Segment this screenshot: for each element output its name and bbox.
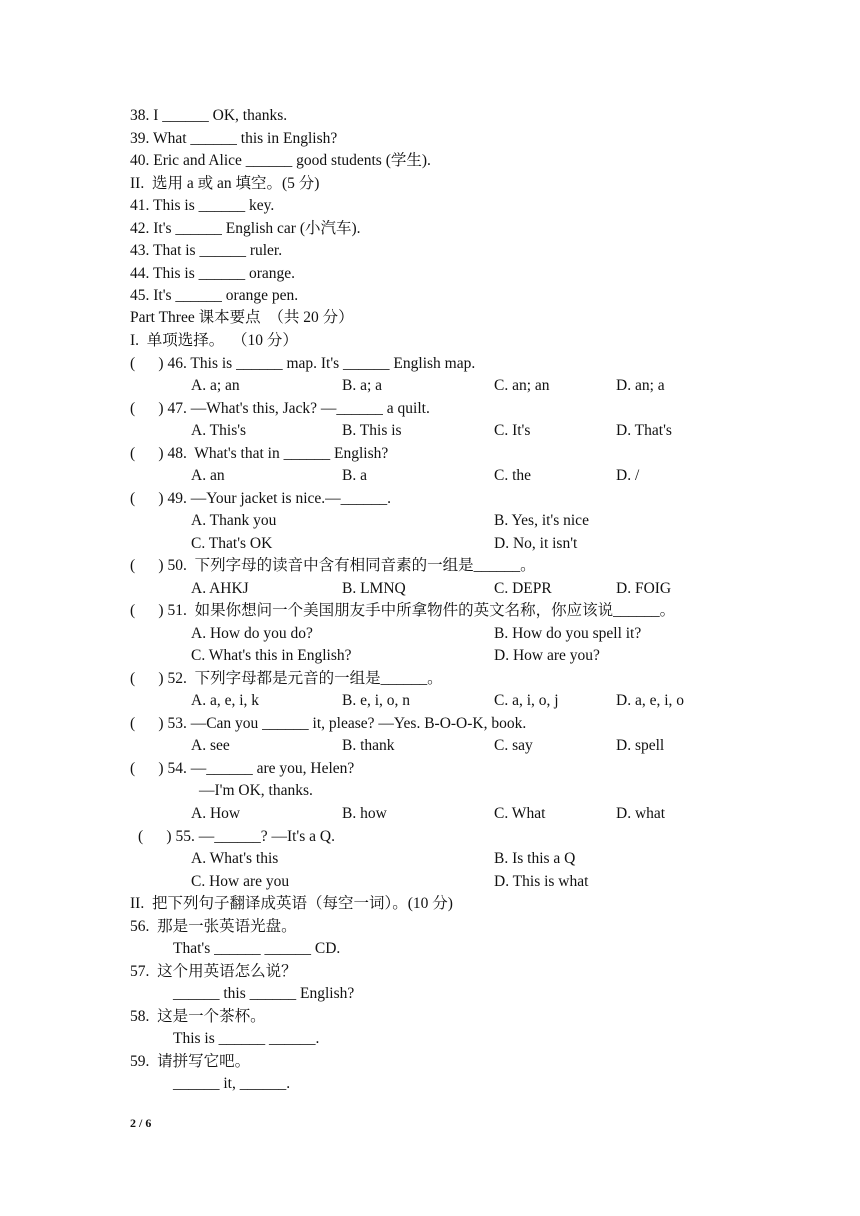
- option-a: A. see: [191, 737, 230, 754]
- section-heading: II. 把下列句子翻译成英语（每空一词）。(10 分): [130, 895, 453, 912]
- question-42: 42. It's ______ English car (小汽车).: [130, 220, 361, 237]
- question-43: 43. That is ______ ruler.: [130, 242, 283, 259]
- question-49: ( ) 49. —Your jacket is nice.—______.: [130, 490, 392, 507]
- option-d: D. a, e, i, o: [616, 692, 685, 709]
- option-c: C. That's OK: [191, 535, 273, 552]
- option-b: B. a: [342, 467, 367, 484]
- option-d: D. what: [616, 805, 666, 822]
- option-c: C. a, i, o, j: [494, 692, 559, 709]
- option-a: A. a; an: [191, 377, 240, 394]
- option-d: D. /: [616, 467, 640, 484]
- question-57: 57. 这个用英语怎么说？: [130, 963, 297, 980]
- option-a: A. How: [191, 805, 241, 822]
- option-c: C. say: [494, 737, 533, 754]
- question-56: 56. 那是一张英语光盘。: [130, 918, 297, 935]
- option-d: D. No, it isn't: [494, 535, 578, 552]
- question-39: 39. What ______ this in English?: [130, 130, 338, 147]
- option-d: D. How are you?: [494, 647, 600, 664]
- question-50: ( ) 50. 下列字母的读音中含有相同音素的一组是______。: [130, 557, 536, 574]
- option-c: C. the: [494, 467, 532, 484]
- option-b: B. e, i, o, n: [342, 692, 411, 709]
- answer-line-58: This is ______ ______.: [173, 1030, 320, 1047]
- option-c: C. It's: [494, 422, 531, 439]
- option-a: A. AHKJ: [191, 580, 249, 597]
- question-41: 41. This is ______ key.: [130, 197, 275, 214]
- section-heading: II. 选用 a 或 an 填空。(5 分): [130, 175, 320, 192]
- option-b: B. how: [342, 805, 387, 822]
- option-a: A. This's: [191, 422, 247, 439]
- option-c: C. What: [494, 805, 546, 822]
- option-b: B. LMNQ: [342, 580, 406, 597]
- option-b: B. How do you spell it?: [494, 625, 642, 642]
- option-d: D. FOIG: [616, 580, 672, 597]
- question-46: ( ) 46. This is ______ map. It's ______ English map.: [130, 355, 476, 372]
- option-c: C. How are you: [191, 873, 290, 890]
- option-d: D. This is what: [494, 873, 589, 890]
- answer-line-59: ______ it, ______.: [173, 1075, 291, 1092]
- question-45: 45. It's ______ orange pen.: [130, 287, 299, 304]
- question-55: ( ) 55. —______? —It's a Q.: [138, 828, 335, 845]
- question-47: ( ) 47. —What's this, Jack? —______ a quilt.: [130, 400, 430, 417]
- question-58: 58. 这是一个茶杯。: [130, 1008, 266, 1025]
- question-40: 40. Eric and Alice ______ good students (学生).: [130, 152, 431, 169]
- question-54-reply: —I'm OK, thanks.: [199, 782, 313, 799]
- question-51: ( ) 51. 如果你想问一个美国朋友手中所拿物件的英文名称，你应该说______。: [130, 602, 676, 619]
- part-heading: Part Three 课本要点 （共 20 分）: [130, 309, 354, 326]
- answer-line-56: That's ______ ______ CD.: [173, 940, 341, 957]
- option-c: C. What's this in English?: [191, 647, 352, 664]
- option-a: A. Thank you: [191, 512, 277, 529]
- option-a: A. a, e, i, k: [191, 692, 260, 709]
- option-b: B. Is this a Q: [494, 850, 576, 867]
- option-d: D. an; a: [616, 377, 665, 394]
- question-48: ( ) 48. What's that in ______ English?: [130, 445, 389, 462]
- question-54: ( ) 54. —______ are you, Helen?: [130, 760, 355, 777]
- option-c: C. DEPR: [494, 580, 552, 597]
- option-a: A. an: [191, 467, 225, 484]
- option-b: B. This is: [342, 422, 402, 439]
- option-b: B. Yes, it's nice: [494, 512, 589, 529]
- question-53: ( ) 53. —Can you ______ it, please? —Yes. B-O-O-K, book.: [130, 715, 527, 732]
- answer-line-57: ______ this ______ English?: [173, 985, 355, 1002]
- option-b: B. a; a: [342, 377, 383, 394]
- option-b: B. thank: [342, 737, 395, 754]
- option-a: A. How do you do?: [191, 625, 313, 642]
- section-heading: I. 单项选择。 （10 分）: [130, 332, 298, 349]
- option-c: C. an; an: [494, 377, 550, 394]
- option-d: D. That's: [616, 422, 672, 439]
- question-38: 38. I ______ OK, thanks.: [130, 107, 288, 124]
- question-59: 59. 请拼写它吧。: [130, 1053, 251, 1070]
- page-number: 2 / 6: [130, 1116, 152, 1130]
- question-44: 44. This is ______ orange.: [130, 265, 296, 282]
- question-52: ( ) 52. 下列字母都是元音的一组是______。: [130, 670, 443, 687]
- option-a: A. What's this: [191, 850, 279, 867]
- option-d: D. spell: [616, 737, 665, 754]
